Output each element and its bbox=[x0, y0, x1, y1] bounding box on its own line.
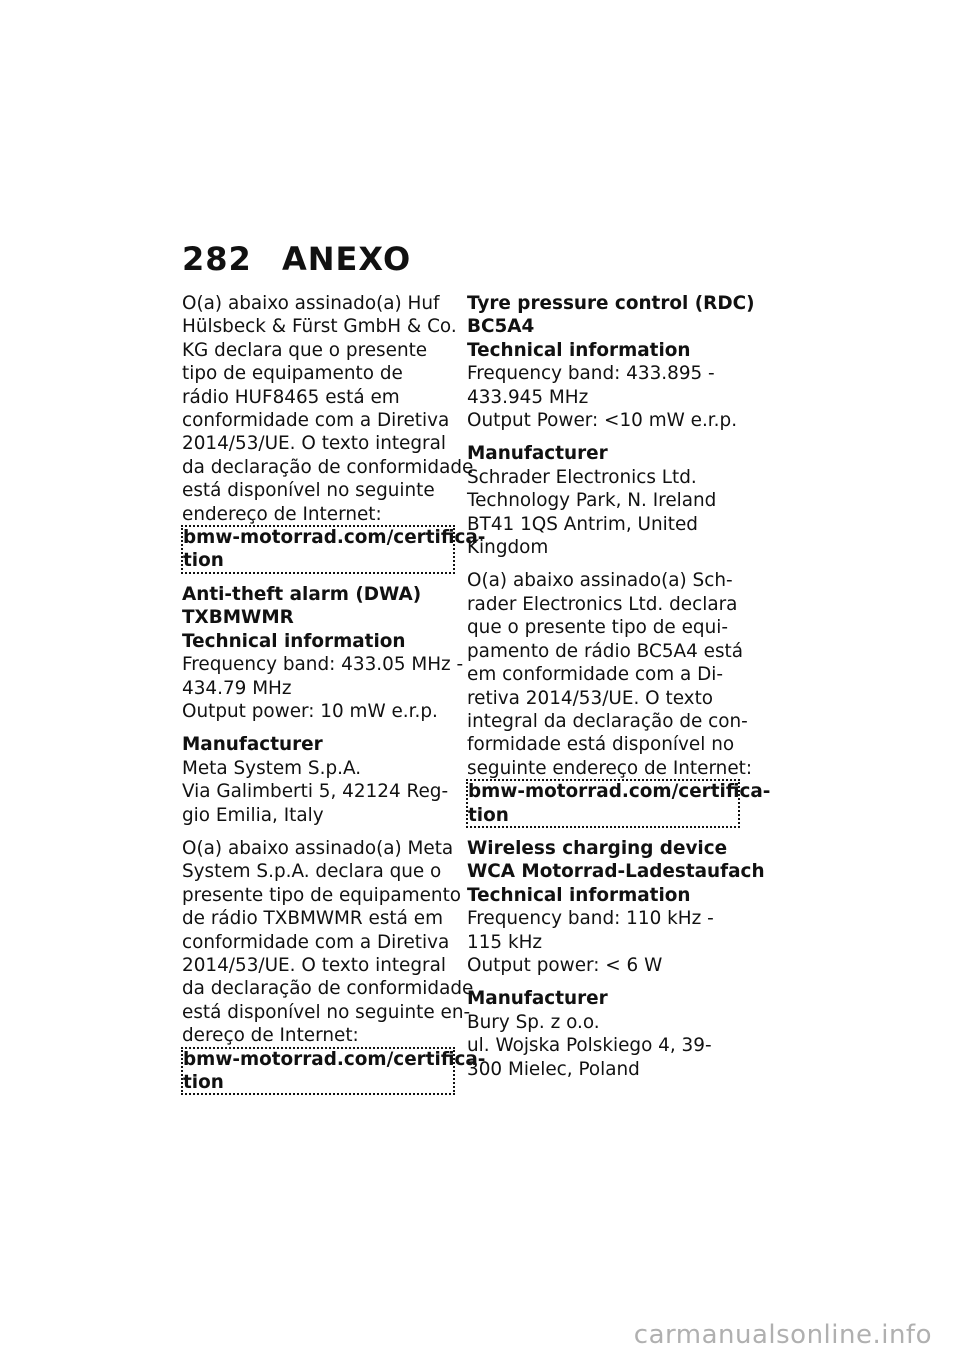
text-line: 2014/53/UE. O texto integral bbox=[182, 433, 446, 455]
subheading: Technical information bbox=[182, 630, 406, 652]
text-line: dereço de Internet: bbox=[182, 1025, 359, 1047]
text-line: em conformidade com a Di- bbox=[467, 664, 724, 686]
text-line: gio Emilia, Italy bbox=[182, 804, 324, 826]
text-line: seguinte endereço de Internet: bbox=[467, 757, 753, 779]
dwa-manufacturer bbox=[182, 733, 454, 827]
text-line: está disponível no seguinte bbox=[182, 480, 435, 502]
section-heading: Anti-theft alarm (DWA) bbox=[182, 583, 422, 605]
text-line: Technology Park, N. Ireland bbox=[467, 490, 717, 512]
text-line: conformidade com a Diretiva bbox=[182, 410, 450, 432]
subheading: Technical information bbox=[467, 884, 691, 906]
text-line: BT41 1QS Antrim, United bbox=[467, 513, 698, 535]
text-line: retiva 2014/53/UE. O texto bbox=[467, 687, 714, 709]
text-line: de rádio TXBMWMR está em bbox=[182, 908, 443, 930]
link-line: tion bbox=[183, 1072, 224, 1093]
right-column bbox=[467, 292, 771, 1091]
link-line: tion bbox=[468, 804, 509, 826]
text-line: endereço de Internet: bbox=[182, 503, 382, 525]
text-line: formidade está disponível no bbox=[467, 734, 735, 756]
page-number: 282 bbox=[182, 240, 252, 278]
text-line: Kingdom bbox=[467, 537, 549, 559]
watermark: carmanualsonline.info bbox=[633, 1320, 932, 1350]
section-heading: TXBMWMR bbox=[182, 607, 294, 629]
text-line: Output power: 10 mW e.r.p. bbox=[182, 700, 438, 722]
text-line: pamento de rádio BC5A4 está bbox=[467, 640, 744, 662]
text-line: O(a) abaixo assinado(a) Huf bbox=[182, 293, 440, 314]
text-line: O(a) abaixo assinado(a) Sch- bbox=[467, 570, 733, 592]
section-heading: BC5A4 bbox=[467, 316, 535, 338]
text-line: KG declara que o presente bbox=[182, 339, 428, 361]
text-line: tipo de equipamento de bbox=[182, 363, 403, 385]
section-heading: WCA Motorrad-Ladestaufach bbox=[467, 861, 765, 883]
text-line: 2014/53/UE. O texto integral bbox=[182, 954, 446, 976]
text-line: ul. Wojska Polskiego 4, 39- bbox=[467, 1035, 712, 1057]
text-line: conformidade com a Diretiva bbox=[182, 931, 450, 953]
text-line: 300 Mielec, Poland bbox=[467, 1058, 640, 1080]
subheading: Manufacturer bbox=[467, 988, 608, 1010]
certification-link[interactable] bbox=[467, 780, 771, 827]
link-line: bmw-motorrad.com/certifica- bbox=[468, 781, 771, 803]
text-line: 434.79 MHz bbox=[182, 677, 292, 699]
text-line: Output Power: <10 mW e.r.p. bbox=[467, 410, 738, 432]
section-heading: Wireless charging device bbox=[467, 837, 728, 859]
certification-link[interactable] bbox=[182, 1048, 486, 1095]
wca-manufacturer bbox=[467, 987, 739, 1081]
text-line: O(a) abaixo assinado(a) Meta bbox=[182, 837, 454, 859]
text-line: rader Electronics Ltd. declara bbox=[467, 593, 738, 615]
text-line: integral da declaração de con- bbox=[467, 710, 748, 732]
text-line: presente tipo de equipamento bbox=[182, 884, 462, 906]
subheading: Manufacturer bbox=[182, 734, 323, 756]
text-line: está disponível no seguinte en- bbox=[182, 1001, 471, 1023]
text-line: 115 kHz bbox=[467, 931, 543, 953]
text-line: Frequency band: 433.895 - bbox=[467, 363, 715, 385]
page-title: ANEXO bbox=[282, 240, 412, 278]
link-line: tion bbox=[183, 550, 224, 572]
rdc-declaration bbox=[467, 569, 771, 826]
subheading: Technical information bbox=[467, 339, 691, 361]
text-line: 433.945 MHz bbox=[467, 386, 589, 408]
dwa-declaration bbox=[182, 837, 486, 1094]
text-line: que o presente tipo de equi- bbox=[467, 617, 728, 639]
wca-section bbox=[467, 837, 765, 977]
rdc-section bbox=[467, 292, 755, 432]
text-line: rádio HUF8465 está em bbox=[182, 386, 400, 408]
link-line: bmw-motorrad.com/certifica- bbox=[183, 527, 486, 549]
text-line: Hülsbeck & Fürst GmbH & Co. bbox=[182, 316, 457, 338]
left-column bbox=[182, 292, 486, 1104]
subheading: Manufacturer bbox=[467, 443, 608, 465]
text-line: Bury Sp. z o.o. bbox=[467, 1011, 600, 1033]
text-line: Schrader Electronics Ltd. bbox=[467, 466, 697, 488]
page-header bbox=[182, 240, 411, 278]
rdc-manufacturer bbox=[467, 442, 739, 559]
text-line: Via Galimberti 5, 42124 Reg- bbox=[182, 781, 449, 803]
section-heading: Tyre pressure control (RDC) bbox=[467, 293, 755, 314]
text-line: da declaração de conformidade bbox=[182, 978, 474, 1000]
text-line: System S.p.A. declara que o bbox=[182, 861, 442, 883]
dwa-section bbox=[182, 583, 464, 723]
text-line: Frequency band: 433.05 MHz - bbox=[182, 654, 464, 676]
certification-link[interactable] bbox=[182, 526, 486, 573]
text-line: da declaração de conformidade bbox=[182, 456, 474, 478]
huf-declaration bbox=[182, 292, 486, 573]
text-line: Output power: < 6 W bbox=[467, 954, 663, 976]
link-line: bmw-motorrad.com/certifica- bbox=[183, 1048, 486, 1070]
text-line: Meta System S.p.A. bbox=[182, 757, 362, 779]
text-line: Frequency band: 110 kHz - bbox=[467, 908, 714, 930]
